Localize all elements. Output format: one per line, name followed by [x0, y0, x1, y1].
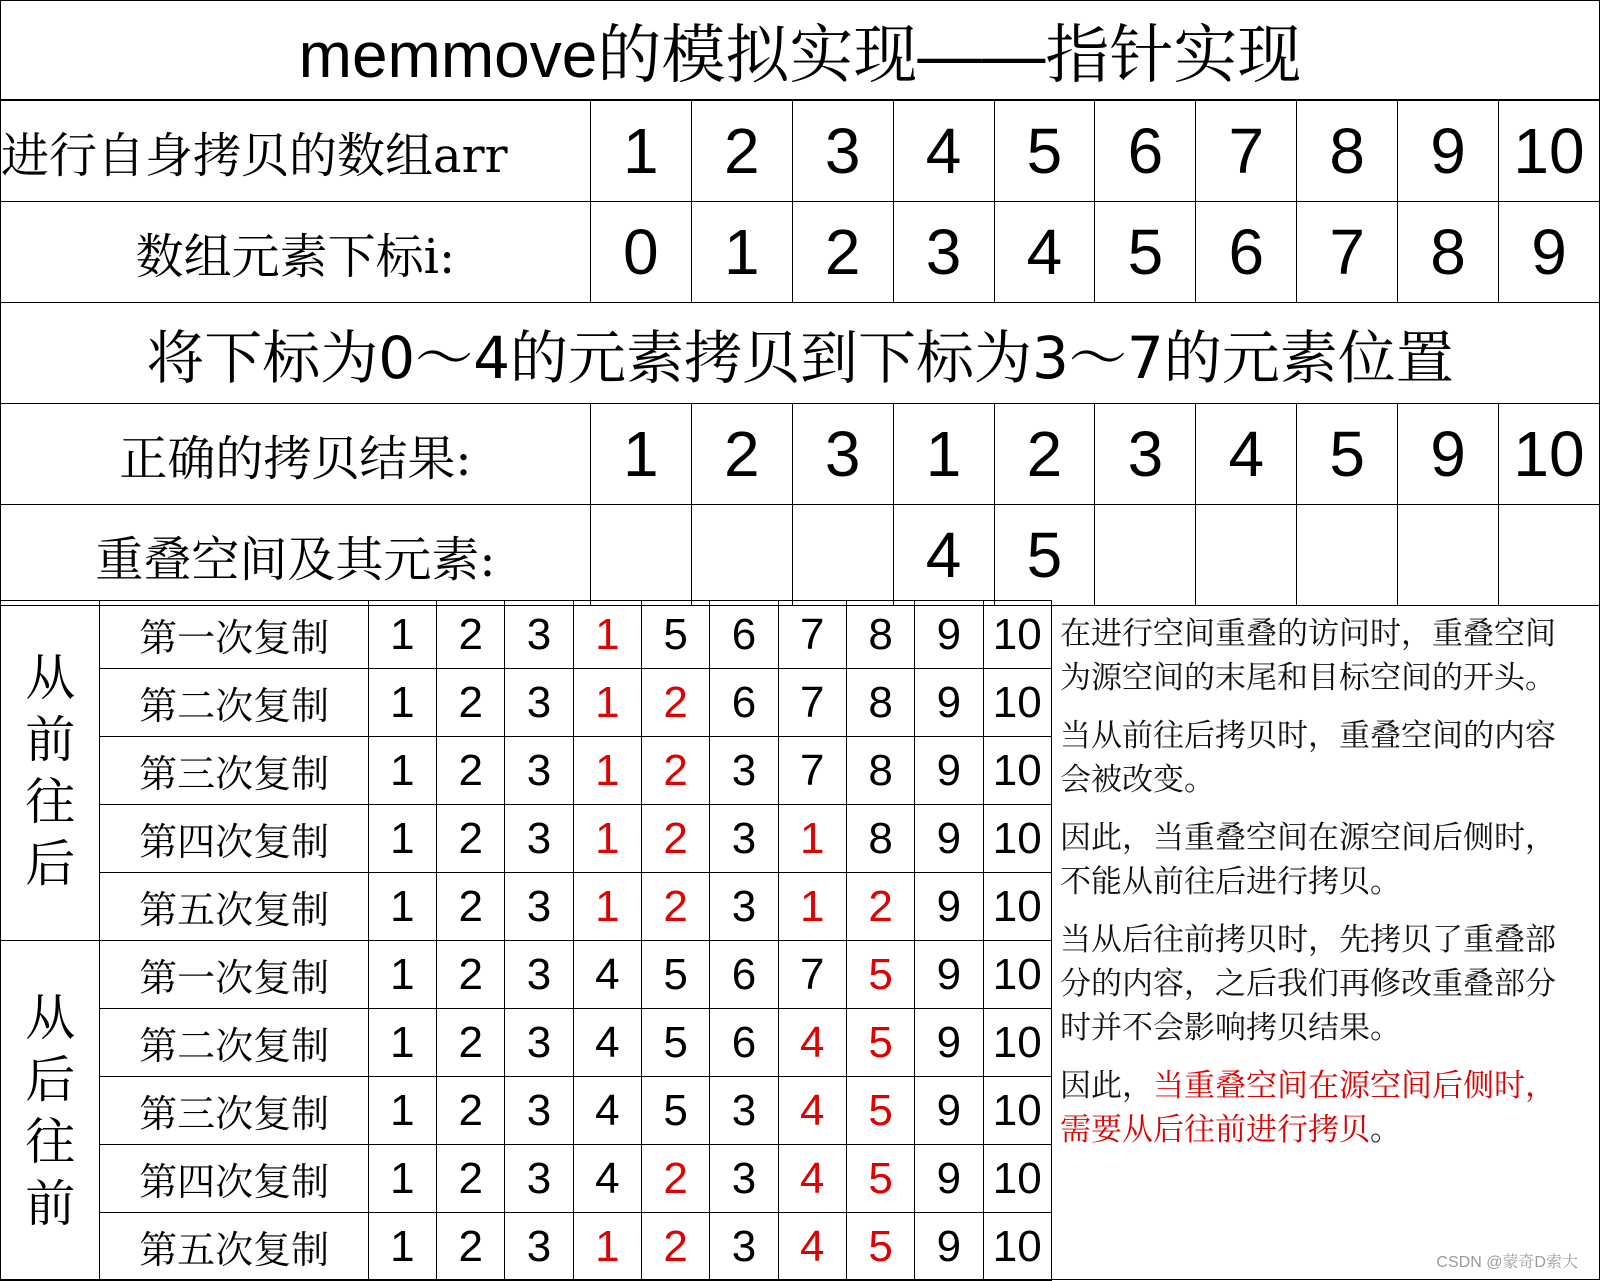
- array-cell: 1: [590, 101, 691, 202]
- step-cell: 2: [641, 1145, 709, 1213]
- direction-char: 前: [25, 1174, 76, 1233]
- step-cell: 5: [846, 1009, 914, 1077]
- step-cell: 1: [573, 873, 641, 941]
- step-cell: 10: [983, 1077, 1051, 1145]
- step-cell: 4: [778, 1009, 846, 1077]
- correct-cell: 2: [691, 404, 792, 505]
- overlap-cell: [1499, 505, 1600, 606]
- step-cell: 9: [915, 873, 983, 941]
- step-label: 第一次复制: [100, 601, 368, 669]
- step-label: 第五次复制: [100, 873, 368, 941]
- index-cell: 5: [1095, 202, 1196, 303]
- step-cell: 9: [915, 941, 983, 1009]
- task-banner-row: [1, 303, 1600, 404]
- step-cell: 10: [983, 669, 1051, 737]
- step-label: 第四次复制: [100, 1145, 368, 1213]
- forward-direction-label: [1, 601, 100, 941]
- step-cell: 3: [710, 1145, 778, 1213]
- step-cell: 7: [778, 601, 846, 669]
- step-cell: 2: [437, 1145, 505, 1213]
- step-cell: 8: [846, 601, 914, 669]
- overlap-cell: 4: [893, 505, 994, 606]
- step-cell: 5: [846, 941, 914, 1009]
- step-cell: 6: [710, 669, 778, 737]
- step-cell: 10: [983, 1145, 1051, 1213]
- step-label: 第五次复制: [100, 1213, 368, 1281]
- step-cell: 3: [505, 601, 573, 669]
- array-cell: 8: [1297, 101, 1398, 202]
- direction-char: 往: [25, 772, 76, 831]
- step-cell: 9: [915, 805, 983, 873]
- index-cell: 8: [1398, 202, 1499, 303]
- index-cell: 6: [1196, 202, 1297, 303]
- note-paragraph: 当从前往后拷贝时，重叠空间的内容会被改变。: [1060, 718, 1556, 798]
- index-cell: 4: [994, 202, 1095, 303]
- direction-char: 往: [25, 1112, 76, 1171]
- step-label: 第二次复制: [100, 669, 368, 737]
- step-cell: 2: [437, 805, 505, 873]
- step-cell: 5: [846, 1213, 914, 1281]
- index-cell: 0: [590, 202, 691, 303]
- step-label: 第三次复制: [100, 1077, 368, 1145]
- index-cell: 1: [691, 202, 792, 303]
- step-cell: 10: [983, 805, 1051, 873]
- step-cell: 10: [983, 873, 1051, 941]
- step-cell: 9: [915, 1009, 983, 1077]
- direction-char: 从: [25, 648, 76, 707]
- step-cell: 3: [505, 1145, 573, 1213]
- step-label: 第一次复制: [100, 941, 368, 1009]
- array-overview-table: [0, 100, 1600, 606]
- step-cell: 2: [437, 1009, 505, 1077]
- step-cell: 2: [641, 737, 709, 805]
- array-cell: 5: [994, 101, 1095, 202]
- step-cell: 10: [983, 1009, 1051, 1077]
- correct-cell: 5: [1297, 404, 1398, 505]
- step-label: 第二次复制: [100, 1009, 368, 1077]
- step-cell: 1: [368, 1009, 436, 1077]
- step-cell: 6: [710, 1009, 778, 1077]
- step-cell: 3: [505, 805, 573, 873]
- step-cell: 4: [573, 1077, 641, 1145]
- step-cell: 1: [368, 601, 436, 669]
- step-cell: 8: [846, 737, 914, 805]
- step-label: 第三次复制: [100, 737, 368, 805]
- step-cell: 2: [437, 669, 505, 737]
- step-cell: 4: [573, 941, 641, 1009]
- correct-cell: 1: [590, 404, 691, 505]
- step-cell: 9: [915, 1145, 983, 1213]
- step-cell: 5: [846, 1077, 914, 1145]
- step-cell: 3: [710, 873, 778, 941]
- step-cell: 9: [915, 669, 983, 737]
- index-row-label: 数组元素下标i:: [1, 202, 591, 303]
- correct-cell: 10: [1499, 404, 1600, 505]
- correct-cell: 2: [994, 404, 1095, 505]
- step-cell: 1: [573, 601, 641, 669]
- step-cell: 8: [846, 805, 914, 873]
- step-cell: 1: [573, 669, 641, 737]
- note-conclusion: [1060, 1064, 1580, 1152]
- note-paragraph: 当从后往前拷贝时，先拷贝了重叠部分的内容，之后我们再修改重叠部分时并不会影响拷贝结果。: [1060, 922, 1556, 1046]
- array-row: [1, 101, 1600, 202]
- overlap-cell: [1398, 505, 1499, 606]
- overlap-cell: [1196, 505, 1297, 606]
- note-conclusion-prefix: 因此，: [1060, 1068, 1153, 1104]
- step-cell: 3: [505, 1213, 573, 1281]
- step-cell: 9: [915, 1213, 983, 1281]
- forward-group-step-row: [1, 601, 1052, 669]
- backward-direction-label: [1, 941, 100, 1281]
- step-cell: 5: [641, 941, 709, 1009]
- step-cell: 2: [437, 873, 505, 941]
- step-cell: 5: [641, 1077, 709, 1145]
- array-cell: 3: [792, 101, 893, 202]
- note-paragraph: 在进行空间重叠的访问时，重叠空间为源空间的末尾和目标空间的开头。: [1060, 616, 1556, 696]
- step-cell: 7: [778, 737, 846, 805]
- explanation-notes: [1060, 612, 1580, 1166]
- step-cell: 2: [437, 1077, 505, 1145]
- step-cell: 1: [368, 805, 436, 873]
- step-cell: 3: [710, 1077, 778, 1145]
- array-cell: 10: [1499, 101, 1600, 202]
- backward-group-step-row: [1, 1145, 1052, 1213]
- step-cell: 3: [505, 1009, 573, 1077]
- step-cell: 7: [778, 669, 846, 737]
- backward-group-step-row: [1, 1077, 1052, 1145]
- step-cell: 10: [983, 737, 1051, 805]
- direction-char: 后: [25, 1050, 76, 1109]
- step-cell: 10: [983, 601, 1051, 669]
- step-cell: 2: [437, 737, 505, 805]
- step-cell: 1: [368, 873, 436, 941]
- array-cell: 7: [1196, 101, 1297, 202]
- overlap-cell: 5: [994, 505, 1095, 606]
- overlap-cell: [1095, 505, 1196, 606]
- step-cell: 4: [573, 1145, 641, 1213]
- overlap-cell: [590, 505, 691, 606]
- forward-group-step-row: [1, 805, 1052, 873]
- overlap-row-label: 重叠空间及其元素:: [1, 505, 591, 606]
- correct-cell: 9: [1398, 404, 1499, 505]
- array-cell: 4: [893, 101, 994, 202]
- step-cell: 3: [710, 1213, 778, 1281]
- index-cell: 9: [1499, 202, 1600, 303]
- overlap-cell: [1297, 505, 1398, 606]
- step-cell: 2: [641, 669, 709, 737]
- correct-cell: 1: [893, 404, 994, 505]
- step-cell: 1: [368, 669, 436, 737]
- step-cell: 10: [983, 1213, 1051, 1281]
- step-cell: 4: [778, 1213, 846, 1281]
- step-cell: 1: [368, 1145, 436, 1213]
- array-cell: 9: [1398, 101, 1499, 202]
- step-cell: 1: [368, 1213, 436, 1281]
- step-cell: 9: [915, 1077, 983, 1145]
- step-cell: 5: [846, 1145, 914, 1213]
- correct-row-label: 正确的拷贝结果:: [1, 404, 591, 505]
- note-paragraph: 因此，当重叠空间在源空间后侧时，不能从前往后进行拷贝。: [1060, 820, 1556, 900]
- forward-group-step-row: [1, 669, 1052, 737]
- step-cell: 3: [505, 941, 573, 1009]
- step-cell: 3: [505, 737, 573, 805]
- correct-cell: 3: [792, 404, 893, 505]
- step-cell: 3: [505, 1077, 573, 1145]
- overlap-cell: [691, 505, 792, 606]
- step-cell: 2: [641, 1213, 709, 1281]
- step-label: 第四次复制: [100, 805, 368, 873]
- step-cell: 2: [641, 873, 709, 941]
- watermark: CSDN @蒙奇D索大: [1436, 1254, 1578, 1271]
- step-cell: 3: [710, 805, 778, 873]
- index-cell: 2: [792, 202, 893, 303]
- step-cell: 6: [710, 941, 778, 1009]
- step-cell: 10: [983, 941, 1051, 1009]
- step-cell: 1: [368, 737, 436, 805]
- overlap-row: [1, 505, 1600, 606]
- step-cell: 1: [573, 805, 641, 873]
- step-cell: 4: [778, 1145, 846, 1213]
- step-cell: 9: [915, 601, 983, 669]
- index-row: [1, 202, 1600, 303]
- correct-result-row: [1, 404, 1600, 505]
- step-cell: 4: [778, 1077, 846, 1145]
- step-cell: 2: [437, 1213, 505, 1281]
- direction-char: 后: [25, 834, 76, 893]
- index-cell: 3: [893, 202, 994, 303]
- step-cell: 2: [437, 601, 505, 669]
- step-cell: 7: [778, 941, 846, 1009]
- step-cell: 1: [778, 805, 846, 873]
- overlap-cell: [792, 505, 893, 606]
- note-conclusion-highlight: 当重叠空间在源空间后侧时，需要从后往前进行拷贝: [1060, 1068, 1556, 1148]
- step-cell: 8: [846, 669, 914, 737]
- note-conclusion-suffix: 。: [1370, 1112, 1401, 1148]
- direction-char: 前: [25, 710, 76, 769]
- page-title: memmove的模拟实现——指针实现: [0, 0, 1600, 100]
- task-banner: 将下标为0～4的元素拷贝到下标为3～7的元素位置: [1, 303, 1600, 404]
- direction-char: 从: [25, 988, 76, 1047]
- array-row-label: 进行自身拷贝的数组arr: [1, 101, 591, 202]
- correct-cell: 3: [1095, 404, 1196, 505]
- step-cell: 2: [846, 873, 914, 941]
- step-cell: 6: [710, 601, 778, 669]
- copy-steps-table: [0, 600, 1052, 1281]
- step-cell: 3: [505, 873, 573, 941]
- step-cell: 5: [641, 601, 709, 669]
- backward-group-step-row: [1, 941, 1052, 1009]
- index-cell: 7: [1297, 202, 1398, 303]
- step-cell: 9: [915, 737, 983, 805]
- forward-group-step-row: [1, 737, 1052, 805]
- step-cell: 4: [573, 1009, 641, 1077]
- step-cell: 5: [641, 1009, 709, 1077]
- step-cell: 1: [573, 1213, 641, 1281]
- step-cell: 1: [368, 941, 436, 1009]
- forward-group-step-row: [1, 873, 1052, 941]
- step-cell: 2: [437, 941, 505, 1009]
- array-cell: 2: [691, 101, 792, 202]
- correct-cell: 4: [1196, 404, 1297, 505]
- step-cell: 1: [368, 1077, 436, 1145]
- step-cell: 3: [505, 669, 573, 737]
- step-cell: 3: [710, 737, 778, 805]
- step-cell: 1: [778, 873, 846, 941]
- backward-group-step-row: [1, 1009, 1052, 1077]
- step-cell: 2: [641, 805, 709, 873]
- backward-group-step-row: [1, 1213, 1052, 1281]
- array-cell: 6: [1095, 101, 1196, 202]
- step-cell: 1: [573, 737, 641, 805]
